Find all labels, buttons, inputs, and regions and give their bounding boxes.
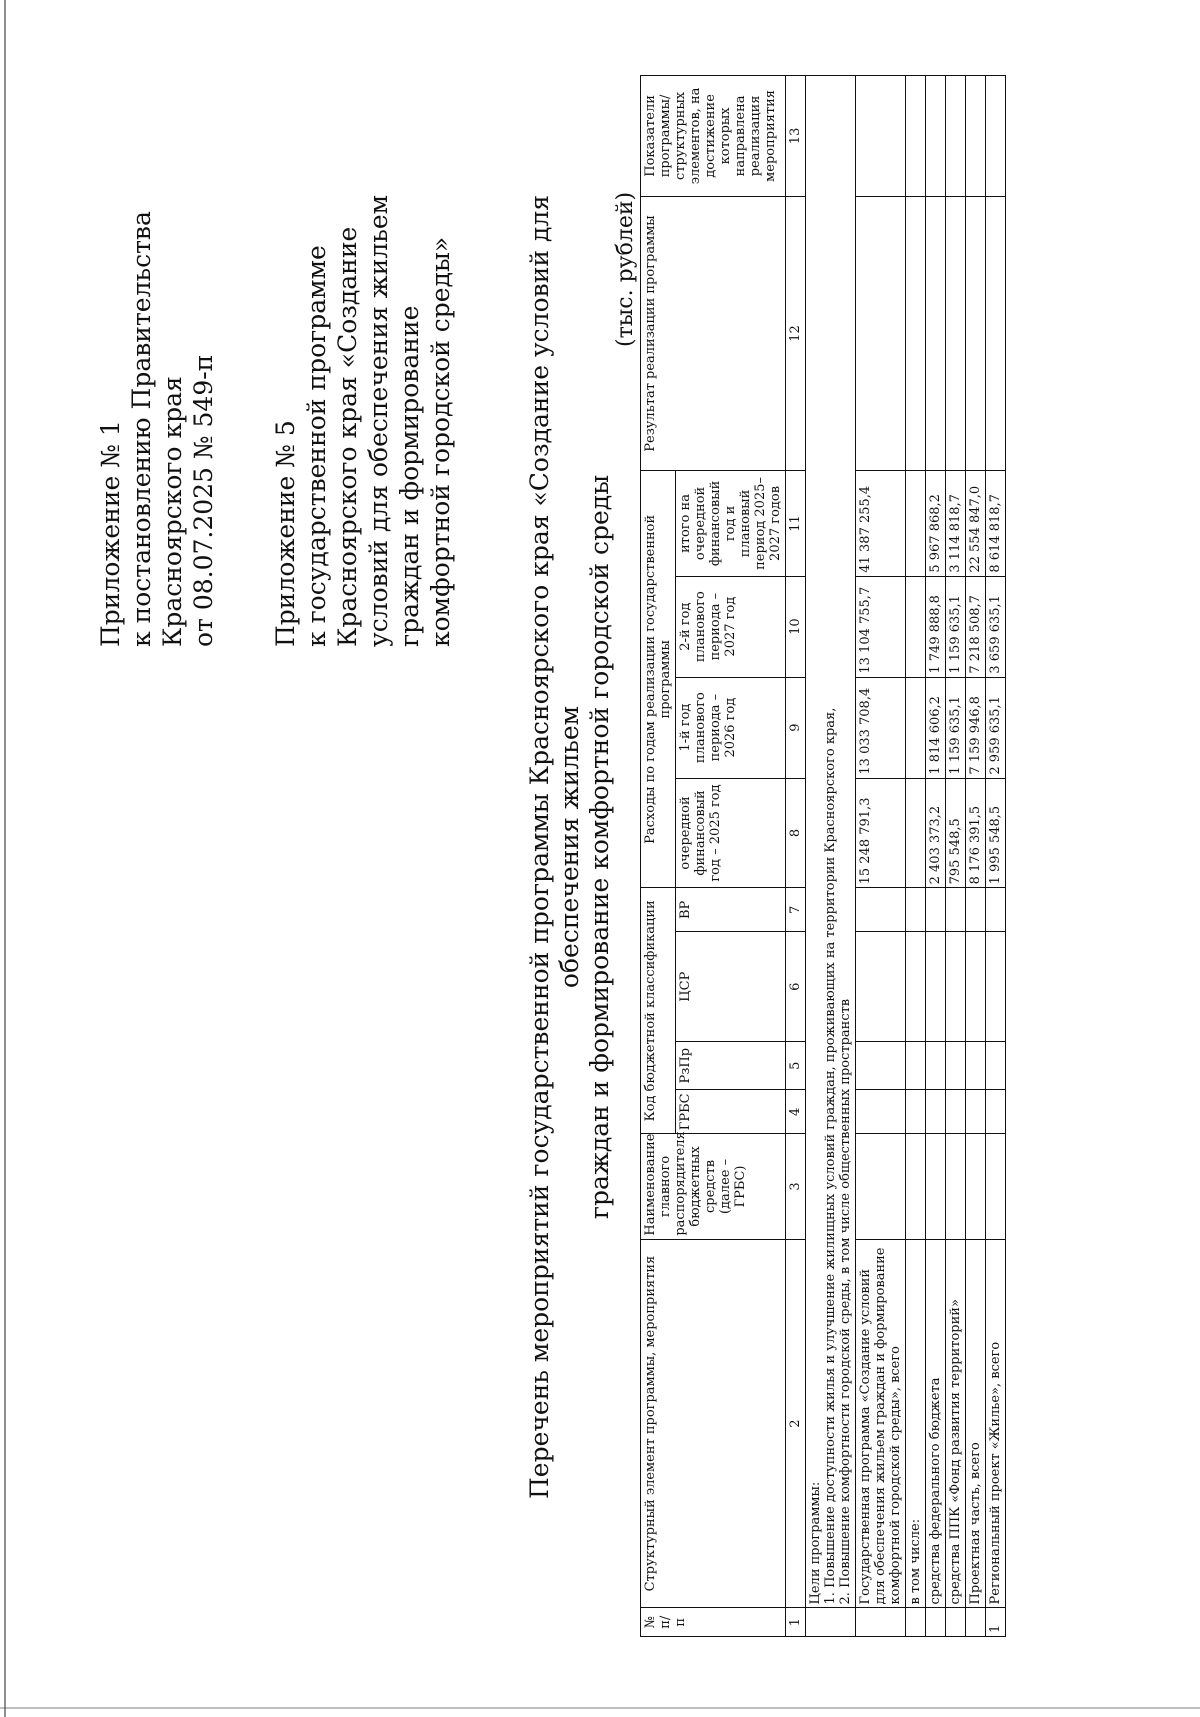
table-cell: [926, 1134, 946, 1239]
table-cell: [906, 888, 926, 932]
column-number: 4: [786, 1090, 806, 1134]
row-name: Проектная часть, всего: [966, 1239, 986, 1608]
value-2027: 1 159 635,1: [946, 576, 966, 677]
table-cell: [856, 1134, 906, 1239]
table-cell: [946, 932, 966, 1042]
column-number: 3: [786, 1134, 806, 1239]
table-row: [946, 76, 966, 1637]
goals-line: Цели программы:: [808, 1481, 823, 1605]
value-2027: 7 218 508,7: [966, 576, 986, 677]
value-2025: 15 248 791,3: [856, 778, 906, 888]
header-rzpr: РзПр: [676, 1042, 786, 1090]
table-cell: [986, 888, 1006, 932]
appendix-line: комфортной городской среды»: [426, 236, 455, 647]
value-2026: 7 159 946,8: [966, 677, 986, 778]
appendix-line: Приложение № 5: [271, 420, 300, 647]
table-row: [906, 76, 926, 1637]
table-cell: [926, 888, 946, 932]
table-cell: [986, 76, 1006, 197]
row-name: Государственная программа «Создание условий для обеспечения жильем граждан и формирование комфортной городской среды», всего: [856, 1239, 906, 1608]
title-line: Перечень мероприятий государственной программы Красноярского края «Создание условий для обеспечения жильем: [525, 194, 584, 1500]
appendix-line: от 08.07.2025 № 549-п: [189, 354, 218, 647]
table-cell: [946, 76, 966, 197]
table-cell: [906, 196, 926, 470]
row-name: средства федерального бюджета: [926, 1239, 946, 1608]
header-vr: ВР: [676, 888, 786, 932]
table-cell: [906, 76, 926, 197]
header-grbs-name: Наименование главного распорядителя бюджетных средств (далее – ГРБС): [641, 1134, 786, 1239]
table-cell: [986, 1134, 1006, 1239]
column-number: 7: [786, 888, 806, 932]
table-cell: [856, 76, 906, 197]
value-2027: 13 104 755,7: [856, 576, 906, 677]
column-number: 1: [786, 1608, 806, 1637]
row-num: [946, 1608, 966, 1637]
appendix-line: к государственной программе: [302, 245, 331, 647]
table-cell: [986, 196, 1006, 470]
header-2026: 1-й год планового периода – 2026 год: [676, 677, 786, 778]
document-title: [525, 157, 615, 1537]
table-cell: [906, 1090, 926, 1134]
table-cell: [856, 1042, 906, 1090]
table-cell: [806, 1608, 856, 1637]
appendix-line: условий для обеспечения жильем: [364, 194, 393, 647]
header-element: Структурный элемент программы, мероприятия: [641, 1239, 786, 1608]
header-indicators: Показатели программы/ структурных элементов, на достижение которых направлена реализация мероприятия: [641, 76, 786, 197]
value-2026: [906, 677, 926, 778]
value-2026: 1 159 635,1: [946, 677, 966, 778]
table-cell: [946, 888, 966, 932]
column-number: 13: [786, 76, 806, 197]
value-2027: 1 749 888,8: [926, 576, 946, 677]
column-number: 5: [786, 1042, 806, 1090]
appendix-line: к постановлению Правительства: [127, 211, 156, 647]
appendix-line: Приложение № 1: [96, 420, 125, 647]
table-cell: [926, 1090, 946, 1134]
header-result: Результат реализации программы: [641, 196, 786, 470]
table-cell: [966, 1090, 986, 1134]
table-cell: [856, 932, 906, 1042]
table-cell: [926, 1042, 946, 1090]
column-number: 11: [786, 471, 806, 576]
table-row: [986, 76, 1006, 1637]
column-number: 2: [786, 1239, 806, 1608]
column-number: 12: [786, 196, 806, 470]
table-cell: [966, 1134, 986, 1239]
table-cell: [906, 932, 926, 1042]
measures-table: [640, 75, 1006, 1637]
row-num: [906, 1608, 926, 1637]
column-number: 9: [786, 677, 806, 778]
table-cell: [966, 932, 986, 1042]
header-2027: 2-й год планового периода – 2027 год: [676, 576, 786, 677]
value-2027: 3 659 635,1: [986, 576, 1006, 677]
value-total: 5 967 868,2: [926, 471, 946, 576]
column-number: 8: [786, 778, 806, 888]
row-num: [966, 1608, 986, 1637]
table-cell: [966, 76, 986, 197]
row-num: 1: [986, 1608, 1006, 1637]
table-cell: [946, 1042, 966, 1090]
table-cell: [926, 76, 946, 197]
value-2026: 2 959 635,1: [986, 677, 1006, 778]
header-total: итого на очередной финансовый год и плановый период 2025–2027 годов: [676, 471, 786, 576]
header-row: [641, 76, 676, 1637]
header-expenses-group: Расходы по годам реализации государственной программы: [641, 471, 676, 888]
value-total: 3 114 818,7: [946, 471, 966, 576]
header-csr: ЦСР: [676, 932, 786, 1042]
table-cell: [966, 888, 986, 932]
units-label: (тыс. рублей): [613, 191, 638, 347]
value-2025: [906, 778, 926, 888]
row-name: средства ППК «Фонд развития территорий»: [946, 1239, 966, 1608]
table-cell: [926, 196, 946, 470]
value-total: 8 614 818,7: [986, 471, 1006, 576]
column-number: 6: [786, 932, 806, 1042]
appendix-5-heading: [270, 127, 456, 647]
row-num: [856, 1608, 906, 1637]
table-cell: [926, 932, 946, 1042]
goals-row: [806, 76, 856, 1637]
table-cell: [986, 932, 1006, 1042]
row-name: в том числе:: [906, 1239, 926, 1608]
value-2026: 1 814 606,2: [926, 677, 946, 778]
value-2026: 13 033 708,4: [856, 677, 906, 778]
value-2025: 8 176 391,5: [966, 778, 986, 888]
value-2025: 2 403 373,2: [926, 778, 946, 888]
column-number-row: [786, 76, 806, 1637]
title-line: граждан и формирование комфортной городской среды: [585, 474, 614, 1220]
column-number: 10: [786, 576, 806, 677]
table-cell: [946, 1134, 966, 1239]
table-cell: [966, 196, 986, 470]
table-cell: [856, 888, 906, 932]
table-cell: [966, 1042, 986, 1090]
table-cell: [906, 1134, 926, 1239]
row-name: Региональный проект «Жилье», всего: [986, 1239, 1006, 1608]
value-total: [906, 471, 926, 576]
table-cell: [986, 1090, 1006, 1134]
value-2025: 1 995 548,5: [986, 778, 1006, 888]
table-row: [966, 76, 986, 1637]
value-total: 41 387 255,4: [856, 471, 906, 576]
goals-line: 1. Повышение доступности жилья и улучшение жилищных условий граждан, проживающих на территории Красноярского края,: [823, 707, 838, 1605]
table-cell: [856, 196, 906, 470]
goals-cell: [806, 76, 856, 1608]
table-cell: [946, 196, 966, 470]
row-num: [926, 1608, 946, 1637]
goals-line: 2. Повышение комфортности городской среды, в том числе общественных пространств: [838, 998, 853, 1605]
table-cell: [946, 1090, 966, 1134]
appendix-line: Красноярского края: [158, 376, 187, 647]
header-2025: очередной финансовый год – 2025 год: [676, 778, 786, 888]
appendix-line: Красноярского края «Создание: [333, 226, 362, 647]
appendix-line: граждан и формирование: [395, 305, 424, 647]
value-2025: 795 548,5: [946, 778, 966, 888]
table-cell: [856, 1090, 906, 1134]
appendix-1-heading: [95, 127, 219, 647]
header-grbs: ГРБС: [676, 1090, 786, 1134]
header-code-group: Код бюджетной классификации: [641, 888, 676, 1134]
value-total: 22 554 847,0: [966, 471, 986, 576]
table-row: [856, 76, 906, 1637]
table-row: [926, 76, 946, 1637]
header-num: № п/п: [641, 1608, 786, 1637]
table-cell: [986, 1042, 1006, 1090]
table-cell: [906, 1042, 926, 1090]
value-2027: [906, 576, 926, 677]
